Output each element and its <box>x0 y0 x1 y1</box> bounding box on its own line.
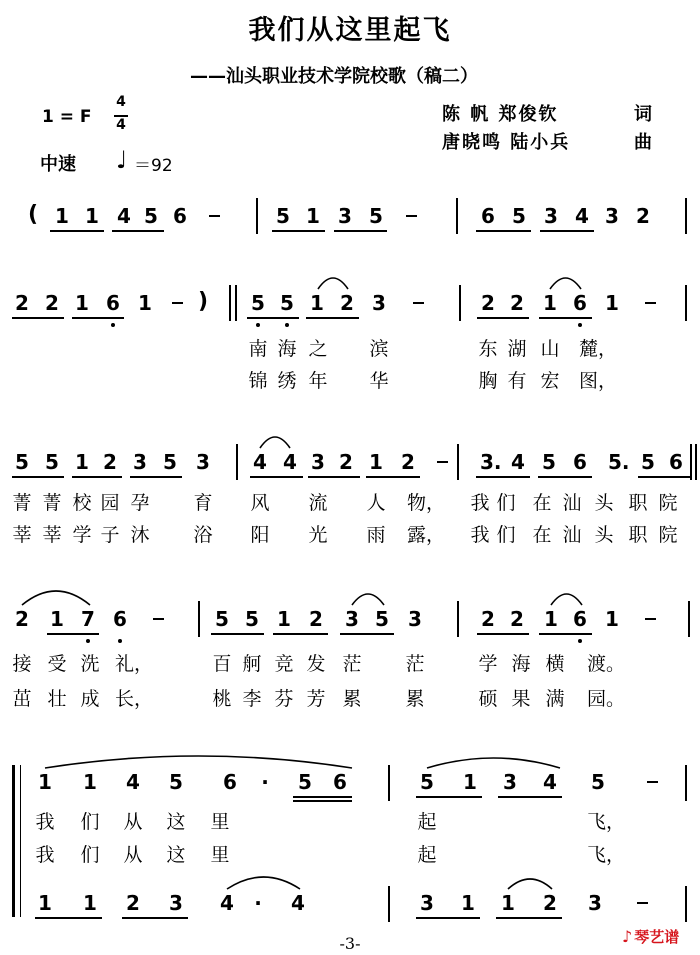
beam-underline <box>50 230 104 232</box>
note: 3 <box>503 770 517 794</box>
lyric-char: 里 <box>210 811 230 833</box>
note: 2 <box>126 891 140 915</box>
note: 5 <box>298 770 312 794</box>
note: · <box>254 891 262 915</box>
lyric-char: 职 <box>628 492 648 514</box>
note: 5 <box>375 607 389 631</box>
barline <box>459 285 461 321</box>
lyric-char: 飞， <box>587 811 626 833</box>
lyric-char: 壮 <box>47 688 67 710</box>
lyric-char: 莘 <box>42 524 62 546</box>
note: 3 <box>133 450 147 474</box>
lyric-char: 汕 <box>562 492 582 514</box>
barline <box>198 601 200 637</box>
beam-underline <box>273 633 328 635</box>
slur <box>550 278 581 289</box>
note: 5 <box>420 770 434 794</box>
lyric-char: 胸 <box>478 370 498 392</box>
beam-underline <box>498 796 562 798</box>
note: 6 <box>669 450 683 474</box>
beam-underline <box>72 476 122 478</box>
lyric-char: 李 <box>242 688 262 710</box>
paren-close: ) <box>198 289 209 314</box>
lyric-char: 年 <box>308 370 328 392</box>
note: 5 <box>45 450 59 474</box>
note: 1 <box>501 891 515 915</box>
lyric-char: 校 <box>72 492 92 514</box>
sustain-dash <box>209 215 220 217</box>
lyric-char: 满 <box>545 688 565 710</box>
note: 3 <box>196 450 210 474</box>
note: 1 <box>55 204 69 228</box>
lyric-char: 这 <box>166 811 186 833</box>
sustain-dash <box>645 302 656 304</box>
lyric-char: 学 <box>478 653 498 675</box>
lyric-char: 在 <box>532 492 552 514</box>
beam-underline <box>35 917 102 919</box>
note: 3 <box>345 607 359 631</box>
sustain-dash <box>413 302 424 304</box>
note: 1 <box>83 891 97 915</box>
note: 3 <box>408 607 422 631</box>
lyric-char: 累 <box>405 688 425 710</box>
key-signature: 1 = F <box>42 107 92 127</box>
note: 1 <box>310 291 324 315</box>
beam-underline <box>72 317 124 319</box>
note: 1 <box>461 891 475 915</box>
beam-underline <box>539 633 592 635</box>
slur <box>260 437 290 448</box>
beam-underline <box>539 317 592 319</box>
logo-icon: ♪ <box>622 927 633 946</box>
octave-dot <box>578 323 582 327</box>
beam-underline <box>112 230 164 232</box>
lyric-char: 风 <box>250 492 270 514</box>
note: 2 <box>45 291 59 315</box>
barline <box>456 198 458 234</box>
octave-dot <box>578 639 582 643</box>
note: 1 <box>50 607 64 631</box>
note: 6 <box>106 291 120 315</box>
system-bracket <box>12 765 15 917</box>
note: 1 <box>83 770 97 794</box>
lyric-char: 绣 <box>277 370 297 392</box>
note: 3 <box>169 891 183 915</box>
beam-underline <box>638 476 690 478</box>
watermark <box>622 926 679 947</box>
lyricists: 陈 帆 郑俊钦 <box>442 104 559 125</box>
note: 5 <box>144 204 158 228</box>
lyric-char: 院 <box>658 492 678 514</box>
lyric-char: 芳 <box>306 688 326 710</box>
lyric-char: 们 <box>80 844 100 866</box>
octave-dot <box>111 323 115 327</box>
lyric-char: 宏 <box>540 370 560 392</box>
beam-underline <box>496 917 562 919</box>
song-title: 我们从这里起飞 <box>248 15 452 46</box>
lyric-char: 成 <box>80 688 100 710</box>
note: 2 <box>339 450 353 474</box>
note: 2 <box>481 607 495 631</box>
lyric-char: 育 <box>193 492 213 514</box>
lyric-char: 物， <box>407 492 446 514</box>
sustain-dash <box>637 902 648 904</box>
barline <box>388 765 390 801</box>
note: 5 <box>280 291 294 315</box>
lyric-char: 学 <box>72 524 92 546</box>
lyric-char: 光 <box>308 524 328 546</box>
barline <box>457 444 459 480</box>
note: 1 <box>369 450 383 474</box>
lyric-char: 累 <box>342 688 362 710</box>
lyric-char: 起 <box>417 844 437 866</box>
note: 6 <box>481 204 495 228</box>
slur <box>352 594 384 605</box>
beam-underline <box>366 476 420 478</box>
octave-dot <box>285 323 289 327</box>
sustain-dash <box>406 215 417 217</box>
lyric-char: 们 <box>496 524 516 546</box>
note: 5. <box>608 450 630 474</box>
note: 5 <box>15 450 29 474</box>
lyric-char: 汕 <box>562 524 582 546</box>
lyric-char: 果 <box>511 688 531 710</box>
note: 3 <box>372 291 386 315</box>
sustain-dash <box>645 618 656 620</box>
barline <box>685 285 687 321</box>
lyric-char: 院 <box>658 524 678 546</box>
note: 2 <box>103 450 117 474</box>
time-signature-top: 4 <box>116 94 126 110</box>
paren-open: ( <box>28 202 39 227</box>
beam-underline <box>306 317 359 319</box>
lyric-char: 从 <box>123 844 143 866</box>
lyric-char: 洗 <box>80 653 100 675</box>
note: 5 <box>369 204 383 228</box>
beam-underline <box>476 476 530 478</box>
lyric-char: 从 <box>123 811 143 833</box>
note: 6 <box>573 291 587 315</box>
lyric-char: 南 <box>248 338 268 360</box>
lyric-char: 起 <box>417 811 437 833</box>
lyric-char: 桃 <box>212 688 232 710</box>
note: 1 <box>605 607 619 631</box>
note: 4 <box>283 450 297 474</box>
barline <box>229 285 231 321</box>
composer-role: 曲 <box>634 132 652 153</box>
lyric-char: 头 <box>594 524 614 546</box>
note: · <box>261 770 269 794</box>
lyric-char: 浴 <box>193 524 213 546</box>
slur <box>45 756 352 768</box>
lyric-char: 硕 <box>478 688 498 710</box>
note: 4 <box>117 204 131 228</box>
note: 2 <box>636 204 650 228</box>
beam-underline <box>334 230 387 232</box>
beam-underline <box>211 633 264 635</box>
barline <box>256 198 258 234</box>
lyric-char: 有 <box>507 370 527 392</box>
lyric-char: 飞， <box>587 844 626 866</box>
lyric-char: 发 <box>306 653 326 675</box>
lyric-char: 们 <box>80 811 100 833</box>
lyric-char: 菁 <box>42 492 62 514</box>
system-bracket-inner <box>20 765 21 917</box>
lyric-char: 露， <box>407 524 446 546</box>
lyric-char: 湖 <box>507 338 527 360</box>
note: 5 <box>276 204 290 228</box>
lyric-char: 之 <box>308 338 328 360</box>
lyric-char: 雨 <box>366 524 386 546</box>
lyric-char: 我 <box>35 844 55 866</box>
note: 1 <box>306 204 320 228</box>
note: 1 <box>38 891 52 915</box>
lyric-char: 园。 <box>587 688 626 710</box>
beam-underline <box>293 796 352 798</box>
lyric-char: 菁 <box>12 492 32 514</box>
tempo-value: ＝92 <box>134 156 173 176</box>
beam-underline <box>477 633 529 635</box>
barline <box>690 444 692 480</box>
lyric-char: 海 <box>277 338 297 360</box>
note: 4 <box>511 450 525 474</box>
note: 2 <box>401 450 415 474</box>
note: 1 <box>605 291 619 315</box>
beam-underline <box>416 917 480 919</box>
lyric-char: 子 <box>100 524 120 546</box>
lyric-char: 茫 <box>405 653 425 675</box>
lyric-char: 茫 <box>342 653 362 675</box>
beam-underline <box>12 476 64 478</box>
lyric-char: 流 <box>308 492 328 514</box>
octave-dot <box>256 323 260 327</box>
lyric-char: 莘 <box>12 524 32 546</box>
beam-underline <box>247 317 299 319</box>
octave-dot <box>118 639 122 643</box>
note: 6 <box>223 770 237 794</box>
sustain-dash <box>172 302 183 304</box>
barline <box>695 444 697 480</box>
note: 1 <box>75 450 89 474</box>
lyric-char: 滨 <box>369 338 389 360</box>
beam-underline <box>130 476 182 478</box>
lyric-char: 海 <box>511 653 531 675</box>
beam-underline <box>293 800 352 802</box>
beam-underline <box>540 230 594 232</box>
sustain-dash <box>647 781 658 783</box>
note: 3 <box>544 204 558 228</box>
lyric-char: 渡。 <box>587 653 626 675</box>
barline <box>235 285 237 321</box>
note: 3 <box>588 891 602 915</box>
lyric-char: 舸 <box>242 653 262 675</box>
note: 5 <box>251 291 265 315</box>
note: 2 <box>481 291 495 315</box>
note: 4 <box>253 450 267 474</box>
note: 3. <box>480 450 502 474</box>
note: 4 <box>575 204 589 228</box>
lyric-char: 头 <box>594 492 614 514</box>
lyric-char: 麓， <box>579 338 618 360</box>
lyric-char: 职 <box>628 524 648 546</box>
note: 4 <box>220 891 234 915</box>
note: 2 <box>510 607 524 631</box>
beam-underline <box>250 476 303 478</box>
lyric-char: 在 <box>532 524 552 546</box>
note: 1 <box>463 770 477 794</box>
barline <box>685 198 687 234</box>
note: 5 <box>169 770 183 794</box>
barline <box>388 886 390 922</box>
barline <box>236 444 238 480</box>
beam-underline <box>272 230 325 232</box>
note: 1 <box>85 204 99 228</box>
note: 6 <box>173 204 187 228</box>
note: 2 <box>510 291 524 315</box>
lyric-char: 百 <box>212 653 232 675</box>
note: 2 <box>15 607 29 631</box>
lyric-char: 我 <box>470 524 490 546</box>
lyric-char: 里 <box>210 844 230 866</box>
beam-underline <box>308 476 360 478</box>
note: 2 <box>15 291 29 315</box>
slur <box>227 877 300 889</box>
time-signature-bottom: 4 <box>116 117 126 133</box>
composers: 唐晓鸣 陆小兵 <box>442 132 571 153</box>
slur <box>551 594 582 605</box>
lyric-char: 图， <box>579 370 618 392</box>
tempo-label: 中速 <box>40 154 76 175</box>
note: 6 <box>573 607 587 631</box>
lyric-char: 山 <box>540 338 560 360</box>
barline <box>457 601 459 637</box>
lyric-char: 这 <box>166 844 186 866</box>
lyric-char: 受 <box>47 653 67 675</box>
beam-underline <box>538 476 592 478</box>
lyric-char: 横 <box>545 653 565 675</box>
note: 6 <box>333 770 347 794</box>
note: 4 <box>543 770 557 794</box>
lyric-char: 们 <box>496 492 516 514</box>
note: 3 <box>605 204 619 228</box>
lyric-char: 竞 <box>274 653 294 675</box>
slur <box>318 278 348 289</box>
beam-underline <box>476 230 531 232</box>
note: 4 <box>291 891 305 915</box>
lyric-char: 园 <box>100 492 120 514</box>
note: 4 <box>126 770 140 794</box>
beam-underline <box>47 633 99 635</box>
lyric-char: 锦 <box>248 370 268 392</box>
lyric-char: 我 <box>470 492 490 514</box>
lyric-char: 长， <box>115 688 154 710</box>
note: 5 <box>542 450 556 474</box>
note: 1 <box>544 607 558 631</box>
barline <box>688 601 690 637</box>
note: 3 <box>420 891 434 915</box>
note: 3 <box>311 450 325 474</box>
note: 1 <box>38 770 52 794</box>
lyric-char: 阳 <box>250 524 270 546</box>
note: 5 <box>163 450 177 474</box>
watermark-text: 琴艺谱 <box>634 928 680 946</box>
note: 1 <box>138 291 152 315</box>
note: 1 <box>75 291 89 315</box>
beam-underline <box>340 633 394 635</box>
note: 5 <box>245 607 259 631</box>
sustain-dash <box>437 461 448 463</box>
slur <box>427 758 560 768</box>
lyric-char: 孕 <box>130 492 150 514</box>
slur <box>508 879 552 889</box>
beam-underline <box>12 317 64 319</box>
lyric-char: 礼， <box>115 653 154 675</box>
beam-underline <box>416 796 482 798</box>
lyric-char: 沐 <box>130 524 150 546</box>
octave-dot <box>86 639 90 643</box>
lyric-char: 接 <box>12 653 32 675</box>
note: 2 <box>340 291 354 315</box>
lyric-char: 华 <box>369 370 389 392</box>
note: 5 <box>591 770 605 794</box>
slur <box>22 591 90 605</box>
note: 5 <box>215 607 229 631</box>
note: 2 <box>543 891 557 915</box>
beam-underline <box>122 917 188 919</box>
note: 6 <box>573 450 587 474</box>
quarter-note-icon: ♩ <box>116 146 128 174</box>
sustain-dash <box>153 618 164 620</box>
lyric-char: 人 <box>366 492 386 514</box>
barline <box>685 886 687 922</box>
note: 6 <box>113 607 127 631</box>
lyric-char: 芬 <box>274 688 294 710</box>
note: 2 <box>309 607 323 631</box>
page-number: -3- <box>339 934 361 953</box>
note: 1 <box>543 291 557 315</box>
note: 1 <box>277 607 291 631</box>
song-subtitle: ——汕头职业技术学院校歌（稿二） <box>190 66 478 87</box>
note: 5 <box>641 450 655 474</box>
note: 5 <box>512 204 526 228</box>
note: 3 <box>338 204 352 228</box>
note: 7 <box>81 607 95 631</box>
lyric-char: 茁 <box>12 688 32 710</box>
lyric-role: 词 <box>634 104 652 125</box>
lyric-char: 东 <box>478 338 498 360</box>
beam-underline <box>477 317 529 319</box>
lyric-char: 我 <box>35 811 55 833</box>
barline <box>685 765 687 801</box>
